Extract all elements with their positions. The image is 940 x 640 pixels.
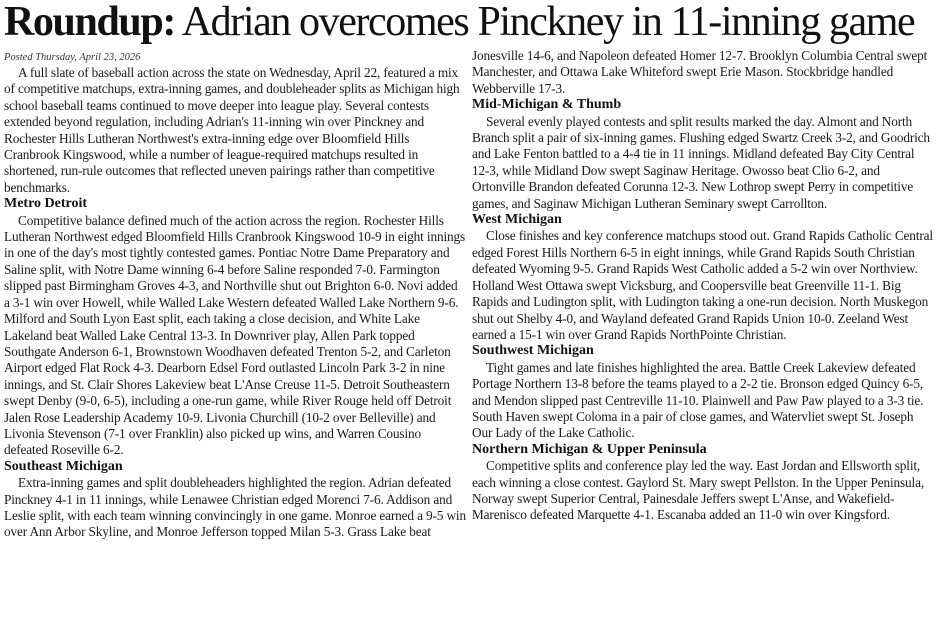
section-heading-mid-michigan-thumb: Mid-Michigan & Thumb (472, 97, 622, 113)
section-body-metro-detroit: Competitive balance defined much of the action across the region. Rochester Hills Lutheran Northwest edged Bloomfield Hills Cranbrook Kingswood 10-9 in eight innings in one of the day's most tightly contested games. Pontiac Notre Dame Preparatory and Saline split, with Notre Dame winning 6-4 before Saline responded 7-0. Farmington slipped past Birmingham Groves 4-3, and Northville shut out Brighton 6-0. Novi added a 3-1 win over Howell, while Walled Lake Western defeated Walled Lake Northern 9-6. Milford and South Lyon East split, each taking a close decision, and White Lake Lakeland beat Walled Lake Central 13-3. In Downriver play, Allen Park topped Southgate Anderson 6-1, Brownstown Woodhaven defeated Trenton 5-2, and Carleton Airport edged Flat Rock 4-3. Dearborn Edsel Ford outlasted Lincoln Park 3-2 in nine innings, and St. Clair Shores Lakeview beat L'Anse Creuse 11-5. Detroit Southeastern swept Denby (9-0, 6-5), including a one-run game, while River Rouge held off Detroit Jalen Rose Leadership Academy 10-9. Livonia Churchill (10-2 over Belleville) and Livonia Stevenson (7-1 over Franklin) also picked up wins, and Warren Cousino defeated Roseville 6-2. (4, 212, 466, 458)
article-columns (4, 48, 934, 541)
section-body-southeast-michigan: Extra-inning games and split doubleheaders highlighted the region. Adrian defeated Pinckney 4-1 in 11 innings, while Lenawee Christian edged Morenci 7-6. Addison and Leslie split, with each team winning convincingly in one game. Monroe earned a 9-5 win over Ann Arbor Skyline, and Monroe Jefferson topped Milan 5-3. Grass Lake beat (4, 475, 466, 540)
section-body-west-michigan: Close finishes and key conference matchups stood out. Grand Rapids Catholic Central edged Forest Hills Northern 6-5 in eight innings, while Grand Rapids South Christian defeated Wyoming 9-5. Grand Rapids West Catholic added a 5-2 win over Northview. Holland West Ottawa swept Vicksburg, and Coopersville beat Greenville 11-1. Big Rapids and Ludington split, with Ludington taking a one-run decision. North Muskegon shut out Shelby 4-0, and Wayland defeated Grand Rapids Union 10-0. Zeeland West earned a 15-1 win over Grand Rapids NorthPointe Christian. (472, 228, 933, 342)
section-heading-southwest-michigan: Southwest Michigan (472, 343, 594, 359)
section-heading-metro-detroit: Metro Detroit (4, 196, 88, 212)
left-column (4, 48, 466, 541)
section-body-mid-michigan-thumb: Several evenly played contests and split results marked the day. Almont and North Branch split a pair of six-inning games. Flushing edged Swartz Creek 3-2, and Goodrich and Lake Fenton battled to a 4-4 tie in 11 innings. Midland defeated Bay City Central 12-3, while Midland Dow swept Saginaw Heritage. Owosso beat Clio 6-2, and Ortonville Brandon defeated Corunna 12-3. New Lothrop swept Perry in competitive games, and Saginaw Michigan Lutheran Seminary swept Carrollton. (472, 113, 930, 211)
section-body-southeast-michigan-continued: Jonesville 14-6, and Napoleon defeated Homer 12-7. Brooklyn Columbia Central swept Manchester, and Ottawa Lake Whiteford swept Erie Mason. Stockbridge handled Webberville 17-3. (472, 48, 928, 96)
headline-kicker: Roundup: (4, 0, 175, 45)
section-heading-southeast-michigan: Southeast Michigan (4, 458, 123, 474)
intro-paragraph: A full slate of baseball action across the state on Wednesday, April 22, featured a mix of competitive matchups, extra-inning games, and doubleheader splits as Michigan high school baseball teams continued to move deeper into league play. Several contests extended beyond regulation, including Adrian's 11-inning win over Pinckney and Rochester Hills Lutheran Northwest's extra-inning edge over Bloomfield Hills Cranbrook Kingswood, while a number of league-required matchups resulted in shortened, run-rule outcomes that reflected uneven pairings rather than competitive benchmarks. (4, 65, 460, 195)
dateline: Posted Thursday, April 23, 2026 (4, 52, 141, 63)
section-heading-northern-michigan-up: Northern Michigan & Upper Peninsula (472, 441, 707, 457)
headline-text: Adrian overcomes Pinckney in 11-inning game (174, 0, 915, 45)
section-body-northern-michigan-up: Competitive splits and conference play led the way. East Jordan and Ellsworth split, each winning a close contest. Gaylord St. Mary swept Pellston. In the Upper Peninsula, Norway swept Superior Central, Painesdale Jeffers swept L'Anse, and Wakefield-Marenisco defeated Marquette 4-1. Escanaba added an 11-0 win over Kingsford. (472, 458, 925, 523)
right-column (472, 48, 934, 541)
section-body-southwest-michigan: Tight games and late finishes highlighted the area. Battle Creek Lakeview defeated Portage Northern 13-8 before the teams played to a 2-2 tie. Bronson edged Quincy 6-5, and Mendon slipped past Centreville 11-10. Plainwell and Paw Paw played to a 3-3 tie. South Haven swept Coloma in a pair of close games, and Watervliet swept St. Joseph Our Lady of the Lake Catholic. (472, 359, 924, 441)
headline (4, 0, 936, 48)
section-heading-west-michigan: West Michigan (472, 212, 562, 228)
